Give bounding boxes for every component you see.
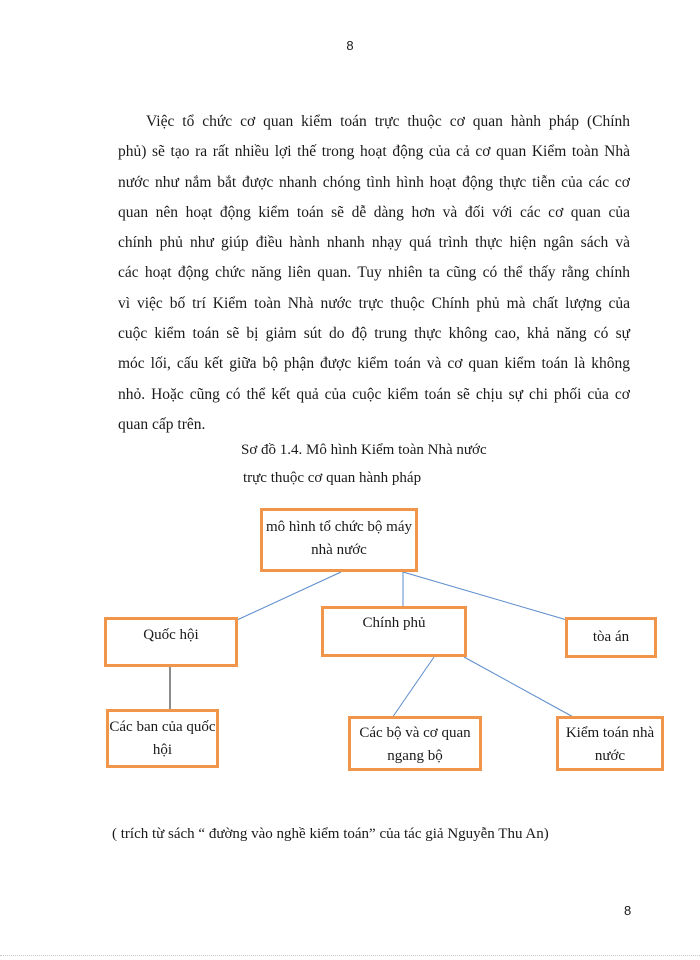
- diagram-caption-title: Sơ đồ 1.4. Mô hình Kiểm toàn Nhà nước: [241, 442, 487, 458]
- diagram-caption-subtitle: trực thuộc cơ quan hành pháp: [243, 470, 422, 486]
- paragraph-line: quan cấp trên.: [118, 415, 206, 433]
- paragraph-line: cuộc kiểm toán sẽ bị giảm sút do độ trung thực không cao, khả năng có sự: [118, 325, 630, 343]
- node-root: mô hình tổ chức bộ máy nhà nước: [260, 508, 418, 572]
- node-quoc-hoi: Quốc hội: [104, 617, 238, 667]
- node-chinh-phu: Chính phủ: [321, 606, 467, 657]
- paragraph-line: các hoạt động chức năng liên quan. Tuy nhiên ta cũng có thể thấy rằng chính: [118, 264, 630, 282]
- node-toa-an: tòa án: [565, 617, 657, 658]
- paragraph-line: Việc tổ chức cơ quan kiểm toán trực thuộc cơ quan hành pháp (Chính: [146, 113, 630, 130]
- edge-chinhphu-cacbo: [392, 657, 434, 718]
- paragraph-line: vì việc bố trí Kiểm toàn Nhà nước trực thuộc Chính phủ mà chất lượng của: [118, 294, 630, 312]
- paragraph-line: móc lối, cấu kết giữa bộ phận được kiểm toán và cơ quan kiểm toán là không: [118, 355, 630, 373]
- node-cac-bo: Các bộ và cơ quan ngang bộ: [348, 716, 482, 771]
- paragraph-line: nhỏ. Hoặc cũng có thể kết quả của cuộc kiểm toán sẽ chịu sự chi phối của cơ: [118, 385, 630, 403]
- paragraph-line: phủ) sẽ tạo ra rất nhiều lợi thế trong hoạt động của cả cơ quan Kiểm toàn Nhà: [118, 143, 630, 161]
- page-number-bottom: 8: [624, 903, 632, 918]
- page-bottom-divider: [0, 955, 700, 956]
- node-cac-ban: Các ban của quốc hội: [106, 709, 219, 768]
- paragraph-line: chính phủ như giúp điều hành nhanh nhạy quá trình thực hiện ngân sách và: [118, 234, 630, 252]
- node-kiem-toan: Kiểm toán nhà nước: [556, 716, 664, 771]
- paragraph-line: nước như nắm bắt được nhanh chóng tình hình hoạt động thực tiễn của các cơ: [118, 173, 630, 191]
- paragraph-line: quan nên hoạt động kiểm toán sẽ dễ dàng hơn và đối với các cơ quan của: [118, 203, 630, 221]
- edge-chinhphu-kiemtoan: [464, 657, 575, 718]
- source-note: ( trích từ sách “ đường vào nghề kiểm toán” của tác giả Nguyễn Thu An): [112, 826, 549, 842]
- page-number-top: 8: [346, 38, 354, 53]
